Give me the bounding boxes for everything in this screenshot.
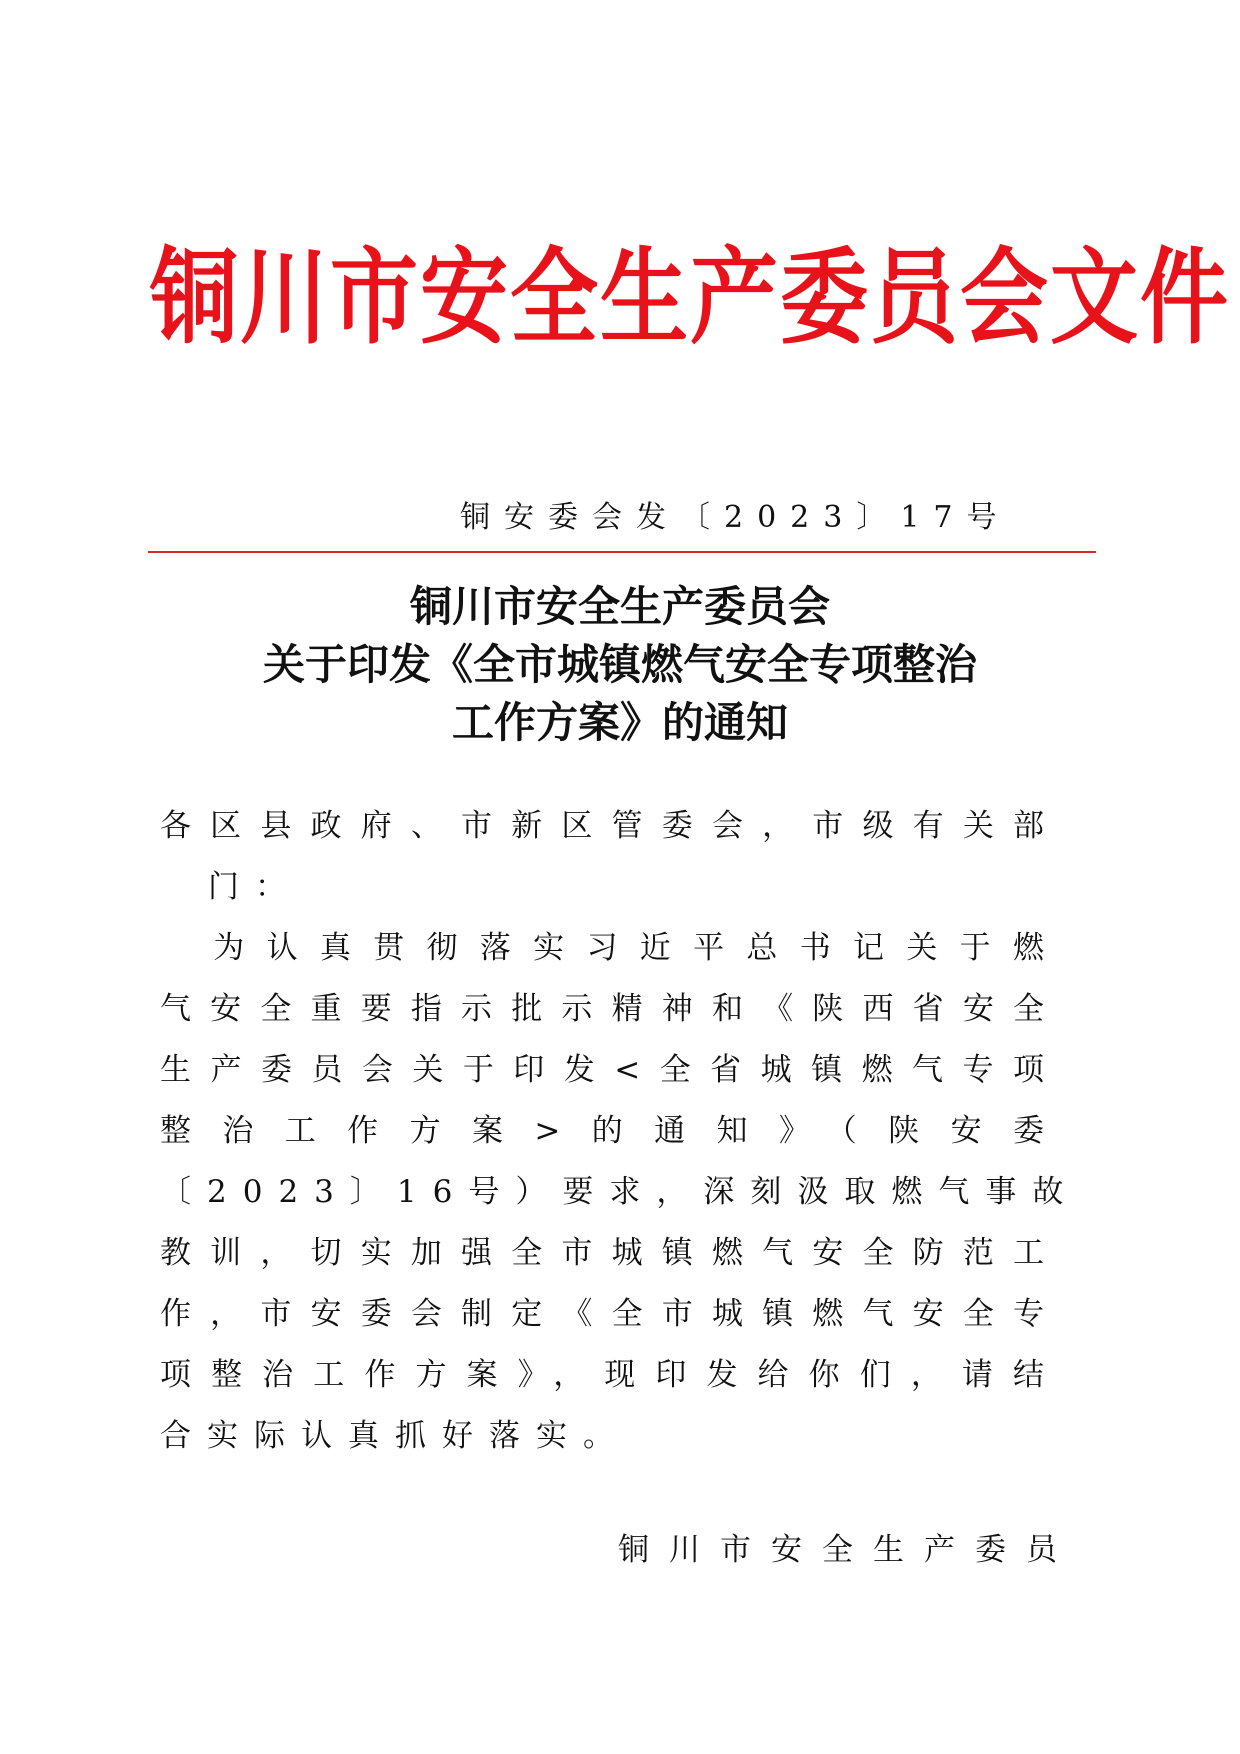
document-title (150, 578, 1090, 752)
body-line: 合实际认真抓好落实。 (160, 1418, 630, 1454)
red-divider-line (148, 551, 1096, 553)
body-line: 作，市安委会制定《全市城镇燃气安全专 (160, 1296, 1060, 1332)
body-line: 〔2023〕16号）要求，深刻汲取燃气事故 (160, 1174, 1080, 1210)
title-line-3: 工作方案》的通知 (451, 698, 788, 747)
body-line: 整治工作方案>的通知》（陕安委 (160, 1113, 1060, 1149)
salutation-line-2: 门： (208, 869, 302, 905)
body-line: 生产委员会关于印发<全省城镇燃气专项 (160, 1052, 1060, 1088)
document-number: 铜安委会发〔2023〕17号 (460, 500, 1011, 535)
body-line: 项整治工作方案》，现印发给你们，请结 (160, 1357, 1060, 1393)
body-line: 教训，切实加强全市城镇燃气安全防范工 (160, 1235, 1060, 1271)
body-paragraph (160, 918, 1080, 1467)
title-line-2: 关于印发《全市城镇燃气安全专项整治 (262, 640, 977, 689)
title-line-1: 铜川市安全生产委员会 (409, 582, 830, 631)
signature-organization: 铜川市安全生产委员 (618, 1532, 1077, 1568)
salutation (160, 796, 1060, 918)
masthead-title: 铜川市安全生产委员会文件 (150, 236, 1231, 359)
body-line: 为认真贯彻落实习近平总书记关于燃 (160, 930, 1060, 966)
document-body (160, 796, 1080, 1467)
body-line: 气安全重要指示批示精神和《陕西省安全 (160, 991, 1060, 1027)
salutation-line-1: 各区县政府、市新区管委会，市级有关部 (160, 808, 1060, 844)
